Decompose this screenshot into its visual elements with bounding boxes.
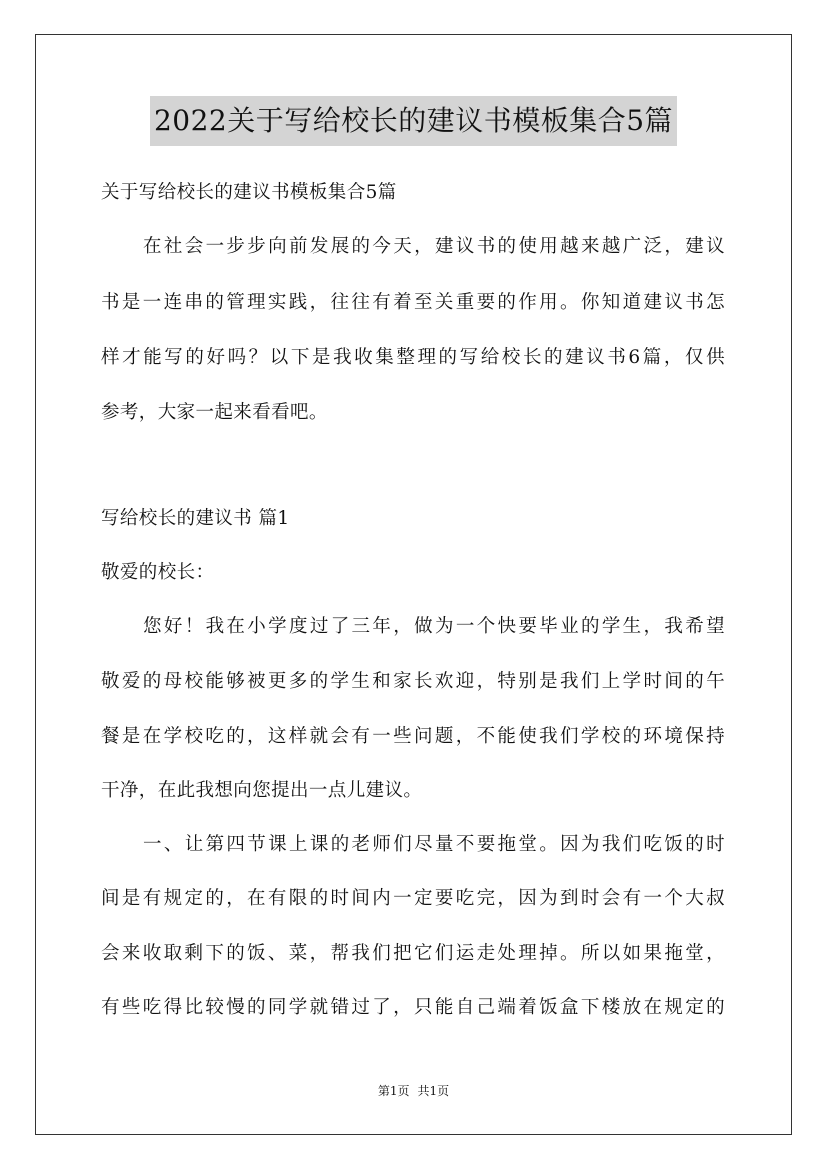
intro-line: 书是一连串的管理实践，往往有着至关重要的作用。你知道建议书怎: [101, 292, 725, 313]
paragraph-line: 敬爱的母校能够被更多的学生和家长欢迎，特别是我们上学时间的午: [101, 671, 725, 692]
intro-line: 样才能写的好吗？以下是我收集整理的写给校长的建议书6篇，仅供: [101, 347, 725, 368]
document-subtitle: 关于写给校长的建议书模板集合5篇: [101, 182, 397, 203]
section-heading: 写给校长的建议书 篇1: [101, 508, 290, 529]
salutation: 敬爱的校长：: [101, 562, 215, 583]
page-number: 第1页: [377, 1084, 410, 1098]
document-title: 2022关于写给校长的建议书模板集合5篇: [150, 96, 677, 146]
intro-line: 参考，大家一起来看看吧。: [101, 402, 328, 423]
paragraph-line: 有些吃得比较慢的同学就错过了，只能自己端着饭盒下楼放在规定的: [101, 997, 725, 1018]
paragraph-line: 餐是在学校吃的，这样就会有一些问题，不能使我们学校的环境保持: [101, 726, 725, 747]
paragraph-line: 会来收取剩下的饭、菜，帮我们把它们运走处理掉。所以如果拖堂，: [101, 943, 725, 964]
page-total: 共1页: [417, 1084, 450, 1098]
page-footer: [0, 1083, 827, 1099]
intro-line: 在社会一步步向前发展的今天，建议书的使用越来越广泛，建议: [143, 236, 725, 257]
paragraph-line: 一、让第四节课上课的老师们尽量不要拖堂。因为我们吃饭的时: [143, 834, 725, 855]
paragraph-line: 干净，在此我想向您提出一点儿建议。: [101, 780, 423, 801]
title-container: [0, 96, 827, 146]
paragraph-line: 您好！我在小学度过了三年，做为一个快要毕业的学生，我希望: [143, 616, 725, 637]
paragraph-line: 间是有规定的，在有限的时间内一定要吃完，因为到时会有一个大叔: [101, 888, 725, 909]
